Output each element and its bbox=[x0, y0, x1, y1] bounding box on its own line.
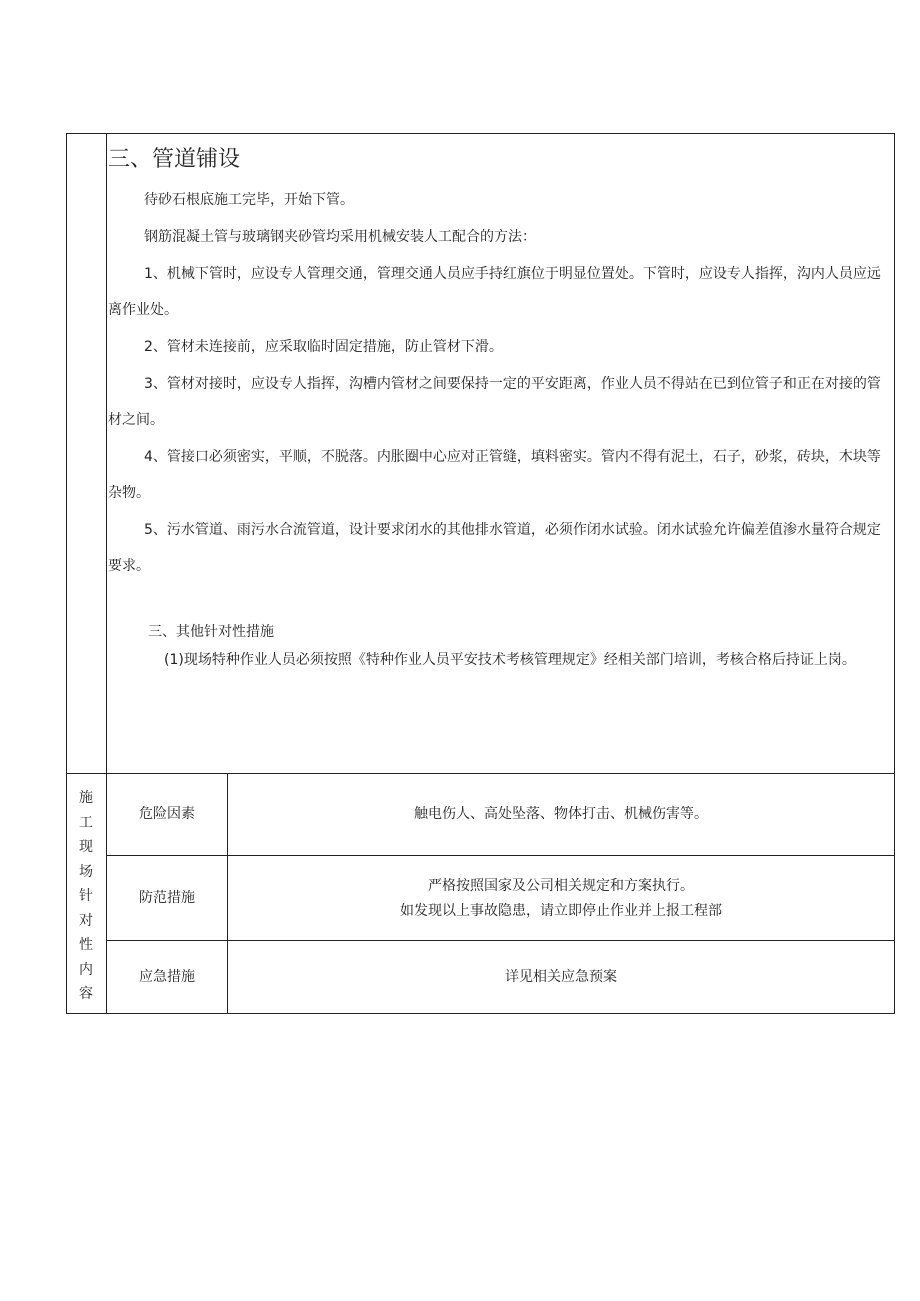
side-label bbox=[66, 786, 106, 1007]
row-value-prevention-line2: 如发现以上事故隐患，请立即停止作业并上报工程部 bbox=[400, 903, 722, 919]
row-divider-2 bbox=[106, 940, 895, 941]
table-border-top bbox=[66, 133, 895, 134]
other-measures-heading: 三、其他针对性措施 bbox=[148, 624, 274, 640]
list-item-4: 4、管接口必须密实，平顺，不脱落。内胀圈中心应对正管缝，填料密实。管内不得有泥土，石子，砂浆，砖块，木块等杂物。 bbox=[108, 449, 881, 501]
list-item-3: 3、管材对接时，应设专人指挥，沟槽内管材之间要保持一定的平安距离，作业人员不得站在已到位管子和正在对接的管材之间。 bbox=[108, 376, 881, 428]
row-label-hazard: 危险因素 bbox=[139, 806, 195, 822]
row-value-hazard: 触电伤人、高处坠落、物体打击、机械伤害等。 bbox=[414, 806, 708, 822]
section-heading: 三、管道铺设 bbox=[108, 147, 241, 172]
paragraph-method: 钢筋混凝土管与玻璃钢夹砂管均采用机械安装人工配合的方法： bbox=[144, 229, 536, 245]
table-border-right bbox=[894, 133, 895, 1014]
table-border-bottom bbox=[66, 1013, 895, 1014]
list-item-1: 1、机械下管时，应设专人管理交通，管理交通人员应手持红旗位于明显位置处。下管时，应设专人指挥，沟内人员应远离作业处。 bbox=[108, 266, 881, 318]
row-value-prevention-line1: 严格按照国家及公司相关规定和方案执行。 bbox=[428, 878, 694, 894]
list-item-2: 2、管材未连接前，应采取临时固定措施，防止管材下滑。 bbox=[144, 339, 503, 355]
row-label-prevention: 防范措施 bbox=[139, 890, 195, 906]
row-divider-1 bbox=[106, 855, 895, 856]
side-label-text: 施工现场针对性内容 bbox=[79, 790, 93, 1002]
other-measures-item-1: (1)现场特种作业人员必须按照《特种作业人员平安技术考核管理规定》经相关部门培训，考核合格后持证上岗。 bbox=[164, 652, 856, 668]
row-value-emergency: 详见相关应急预案 bbox=[505, 969, 617, 985]
paragraph-intro: 待砂石根底施工完毕，开始下管。 bbox=[144, 192, 354, 208]
section-bottom-divider bbox=[66, 773, 895, 774]
row-label-emergency: 应急措施 bbox=[139, 969, 195, 985]
content-left-divider bbox=[106, 133, 107, 1014]
list-item-5: 5、污水管道、雨污水合流管道，设计要求闭水的其他排水管道，必须作闭水试验。闭水试验允许偏差值渗水量符合规定要求。 bbox=[108, 522, 881, 574]
